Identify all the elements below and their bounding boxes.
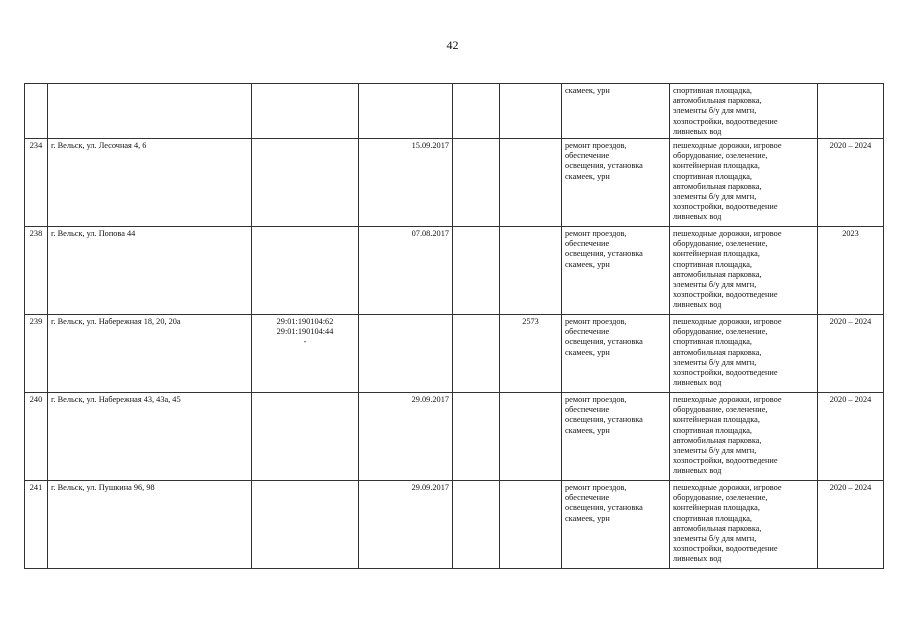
table-row	[25, 481, 884, 569]
cell-number: 234	[25, 139, 48, 227]
cell-cadastral	[252, 84, 359, 139]
cell-date	[359, 315, 453, 393]
table-row	[25, 393, 884, 481]
cell-period	[818, 84, 884, 139]
cell-col5	[453, 84, 500, 139]
cell-cadastral	[252, 393, 359, 481]
cell-col5	[453, 315, 500, 393]
cell-area	[500, 227, 562, 315]
cell-minimal-works: ремонт проездов, обеспечение освещения, установка скамеек, урн	[562, 139, 670, 227]
cell-cadastral	[252, 227, 359, 315]
cell-number: 238	[25, 227, 48, 315]
cell-period: 2020 – 2024	[818, 481, 884, 569]
cell-col5	[453, 139, 500, 227]
cell-cadastral: 29:01:190104:62 29:01:190104:44 -	[252, 315, 359, 393]
cell-address: г. Вельск, ул. Пушкина 96, 98	[48, 481, 252, 569]
table-row	[25, 84, 884, 139]
cell-minimal-works: ремонт проездов, обеспечение освещения, установка скамеек, урн	[562, 393, 670, 481]
cell-period: 2020 – 2024	[818, 393, 884, 481]
courtyards-table	[24, 83, 884, 569]
cell-address: г. Вельск, ул. Попова 44	[48, 227, 252, 315]
cell-cadastral	[252, 139, 359, 227]
cell-date: 29.09.2017	[359, 393, 453, 481]
cell-area	[500, 84, 562, 139]
cell-address	[48, 84, 252, 139]
cell-col5	[453, 393, 500, 481]
cell-minimal-works: ремонт проездов, обеспечение освещения, установка скамеек, урн	[562, 481, 670, 569]
cell-additional-works: пешеходные дорожки, игровое оборудование, озеленение, контейнерная площадка, спортивная площадка, автомобильная парковка, элементы б/у для ммгн, хозпостройки, водоотведение ливневых вод	[670, 481, 818, 569]
cell-area	[500, 139, 562, 227]
cell-additional-works: спортивная площадка, автомобильная парковка, элементы б/у для ммгн, хозпостройки, водоотведение ливневых вод	[670, 84, 818, 139]
cell-number	[25, 84, 48, 139]
cell-additional-works: пешеходные дорожки, игровое оборудование, озеленение, спортивная площадка, автомобильная парковка, элементы б/у для ммгн, хозпостройки, водоотведение ливневых вод	[670, 315, 818, 393]
cell-col5	[453, 227, 500, 315]
cell-date	[359, 84, 453, 139]
cell-minimal-works: ремонт проездов, обеспечение освещения, установка скамеек, урн	[562, 227, 670, 315]
cell-minimal-works: ремонт проездов, обеспечение освещения, установка скамеек, урн	[562, 315, 670, 393]
cell-area	[500, 481, 562, 569]
cell-date: 15.09.2017	[359, 139, 453, 227]
cell-number: 240	[25, 393, 48, 481]
cell-period: 2020 – 2024	[818, 315, 884, 393]
cell-area: 2573	[500, 315, 562, 393]
cell-number: 241	[25, 481, 48, 569]
table-row	[25, 139, 884, 227]
table-row	[25, 227, 884, 315]
cell-period: 2023	[818, 227, 884, 315]
cell-address: г. Вельск, ул. Лесочная 4, 6	[48, 139, 252, 227]
table-row	[25, 315, 884, 393]
cell-minimal-works: скамеек, урн	[562, 84, 670, 139]
cell-period: 2020 – 2024	[818, 139, 884, 227]
cell-additional-works: пешеходные дорожки, игровое оборудование, озеленение, контейнерная площадка, спортивная площадка, автомобильная парковка, элементы б/у для ммгн, хозпостройки, водоотведение ливневых вод	[670, 393, 818, 481]
page-number: 42	[446, 38, 459, 52]
cell-area	[500, 393, 562, 481]
cell-date: 07.08.2017	[359, 227, 453, 315]
cell-cadastral	[252, 481, 359, 569]
cell-number: 239	[25, 315, 48, 393]
cell-address: г. Вельск, ул. Набережная 18, 20, 20а	[48, 315, 252, 393]
cell-additional-works: пешеходные дорожки, игровое оборудование, озеленение, контейнерная площадка, спортивная площадка, автомобильная парковка, элементы б/у для ммгн, хозпостройки, водоотведение ливневых вод	[670, 139, 818, 227]
cell-date: 29.09.2017	[359, 481, 453, 569]
cell-address: г. Вельск, ул. Набережная 43, 43а, 45	[48, 393, 252, 481]
cell-additional-works: пешеходные дорожки, игровое оборудование, озеленение, контейнерная площадка, спортивная площадка, автомобильная парковка, элементы б/у для ммгн, хозпостройки, водоотведение ливневых вод	[670, 227, 818, 315]
cell-col5	[453, 481, 500, 569]
